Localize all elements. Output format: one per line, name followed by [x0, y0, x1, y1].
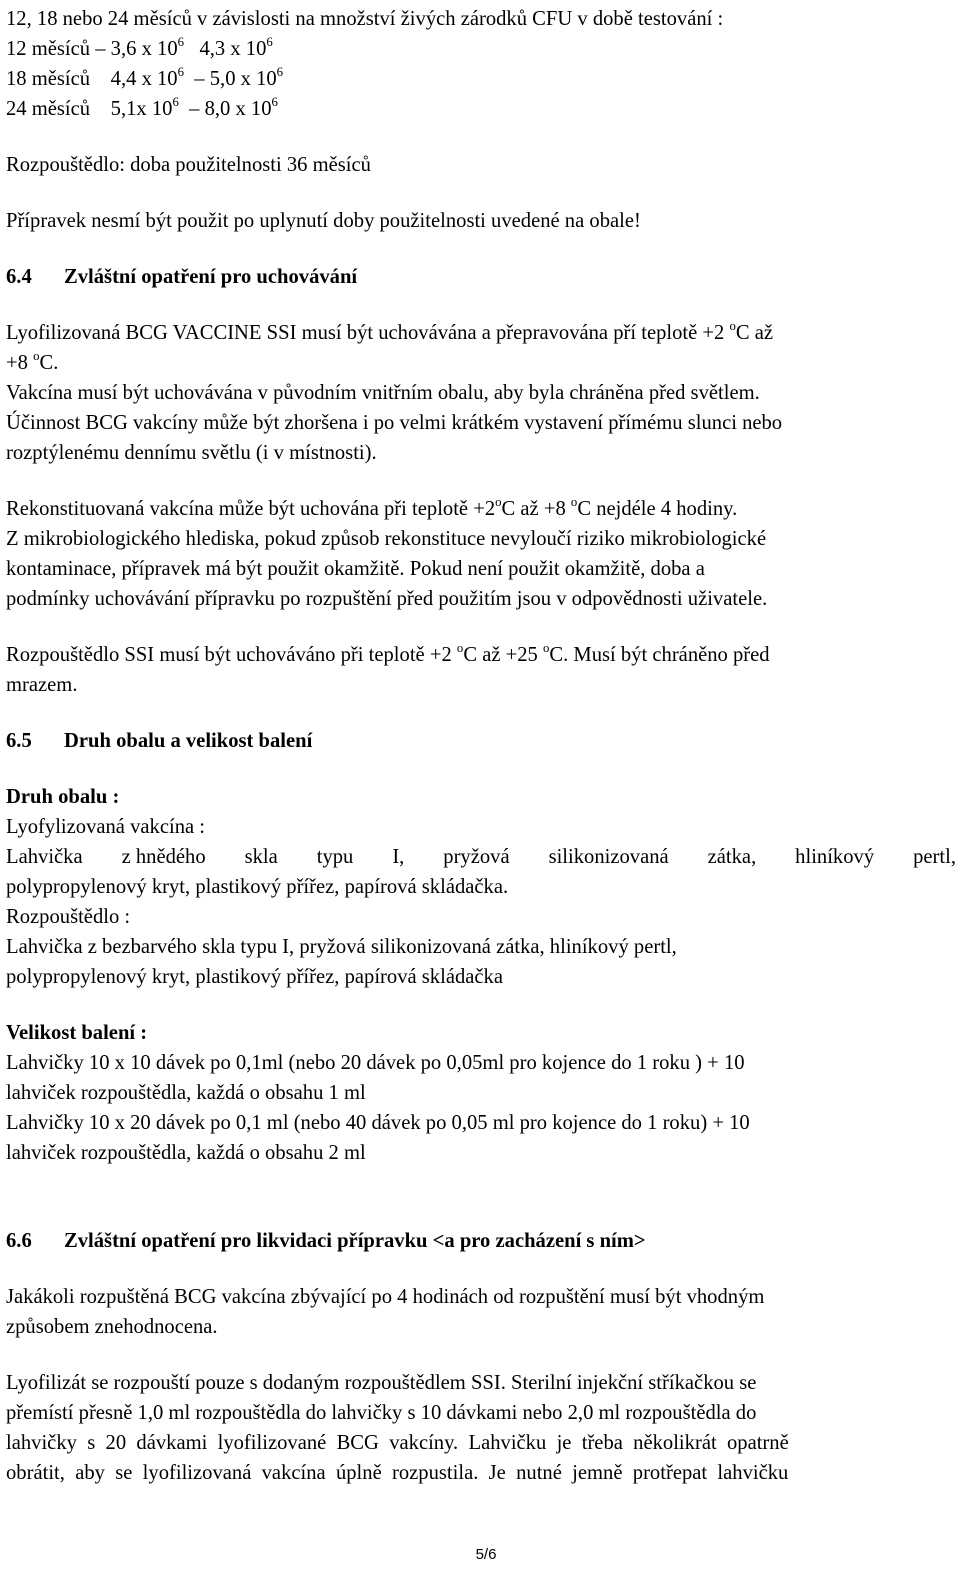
- sunlight-warning-line-2: rozptýlenému dennímu světlu (i v místnosti).: [6, 442, 377, 464]
- expiry-warning: Přípravek nesmí být použit po uplynutí doby použitelnosti uvedené na obale!: [6, 210, 641, 232]
- reconstitution-line-3: lahvičky s 20 dávkami lyofilizované BCG vakcíny. Lahvičku je třeba několikrát opatrně: [6, 1432, 789, 1454]
- section-6-6-heading: [6, 1226, 956, 1256]
- pack-2-line-2: lahviček rozpouštědla, každá o obsahu 2 ml: [6, 1142, 366, 1164]
- section-number: 6.5: [6, 730, 32, 752]
- reconstitution-line-4: obrátit, aby se lyofilizovaná vakcína úplně rozpustila. Je nutné jemně protřepat lahvičku: [6, 1462, 789, 1484]
- lyophilised-container-line-1: [6, 842, 956, 872]
- solvent-shelf-life: Rozpouštědlo: doba použitelnosti 36 měsíců: [6, 154, 371, 176]
- shelf-life-row-18: 18 měsíců 4,4 x $10^6 - 5,0$ x $10^6$: [6, 64, 284, 90]
- storage-temp-line-1: Lyofilizovaná BCG VACCINE SSI musí být uchovávána a přepravována pří teplotě +2 $^o$C až: [6, 318, 774, 344]
- section-title: Zvláštní opatření pro likvidaci přípravku <a pro zacházení s ním>: [64, 1230, 646, 1252]
- pack-1-line-2: lahviček rozpouštědla, každá o obsahu 1 ml: [6, 1082, 366, 1104]
- justified-word: silikonizovaná: [548, 846, 669, 868]
- disposal-line-2: způsobem znehodnocena.: [6, 1316, 218, 1338]
- section-6-4-heading: [6, 262, 956, 292]
- justified-word: typu: [316, 846, 354, 868]
- lyophilised-label: Lyofylizovaná vakcína :: [6, 816, 205, 838]
- justified-word: I,: [392, 846, 405, 868]
- microbiology-line-2: kontaminace, přípravek má být použit okamžitě. Pokud není použit okamžitě, doba a: [6, 558, 705, 580]
- section-6-5-heading: [6, 726, 956, 756]
- microbiology-line-3: podmínky uchovávání přípravku po rozpuštění před použitím jsou v odpovědnosti uživatele.: [6, 588, 768, 610]
- justified-word: zátka,: [707, 846, 757, 868]
- document-page: [6, 4, 956, 1488]
- solvent-storage-line-2: mrazem.: [6, 674, 78, 696]
- justified-word: pryžová: [443, 846, 510, 868]
- section-number: 6.4: [6, 266, 32, 288]
- container-heading: Druh obalu :: [6, 786, 120, 808]
- shelf-life-intro: 12, 18 nebo 24 měsíců v závislosti na množství živých zárodků CFU v době testování :: [6, 8, 724, 30]
- shelf-life-row-12: 12 měsíců – 3,6 x $10^6$ 4,3 x $10^6$: [6, 34, 273, 60]
- page-number: 5/6: [475, 1546, 497, 1563]
- solvent-storage-line-1: Rozpouštědlo SSI musí být uchováváno při teplotě +2 $^o$C až +25 $^o$C. Musí být chráněno před: [6, 640, 770, 666]
- justified-word: hliníkový: [795, 846, 875, 868]
- microbiology-line-1: Z mikrobiologického hlediska, pokud způsob rekonstituce nevyloučí riziko mikrobiologické: [6, 528, 767, 550]
- shelf-life-row-24: 24 měsíců 5,1x $10^6 - 8,0$ x $10^6$: [6, 94, 278, 120]
- pack-1-line-1: Lahvičky 10 x 10 dávek po 0,1ml (nebo 20 dávek po 0,05ml pro kojence do 1 roku ) + 10: [6, 1052, 745, 1074]
- justified-word: Lahvička: [6, 846, 83, 868]
- lyophilised-container-line-2: polypropylenový kryt, plastikový přířez, papírová skládačka.: [6, 876, 509, 898]
- section-title: Zvláštní opatření pro uchovávání: [64, 266, 358, 288]
- reconstitution-line-1: Lyofilizát se rozpouští pouze s dodaným rozpouštědlem SSI. Sterilní injekční stříkačkou se: [6, 1372, 757, 1394]
- section-title: Druh obalu a velikost balení: [64, 730, 313, 752]
- reconstitution-line-2: přemístí přesně 1,0 ml rozpouštědla do lahvičky s 10 dávkami nebo 2,0 ml rozpouštědla do: [6, 1402, 757, 1424]
- pack-size-heading: Velikost balení :: [6, 1022, 148, 1044]
- solvent-container-line-1: Lahvička z bezbarvého skla typu I, pryžová silikonizovaná zátka, hliníkový pertl,: [6, 936, 677, 958]
- pack-2-line-1: Lahvičky 10 x 20 dávek po 0,1 ml (nebo 40 dávek po 0,05 ml pro kojence do 1 roku) + 10: [6, 1112, 750, 1134]
- solvent-label: Rozpouštědlo :: [6, 906, 131, 928]
- solvent-container-line-2: polypropylenový kryt, plastikový přířez, papírová skládačka: [6, 966, 503, 988]
- justified-word: skla: [244, 846, 278, 868]
- justified-word: pertl,: [913, 846, 956, 868]
- storage-temp-line-2: +8 $^o$C.: [6, 348, 59, 374]
- light-protection: Vakcína musí být uchovávána v původním vnitřním obalu, aby byla chráněna před světlem.: [6, 382, 760, 404]
- reconstituted-storage: Rekonstituovaná vakcína může být uchována při teplotě $+2^oC$ až +8 $^o$C nejdéle 4 hodiny.: [6, 494, 738, 520]
- section-number: 6.6: [6, 1230, 32, 1252]
- sunlight-warning-line-1: Účinnost BCG vakcíny může být zhoršena i po velmi krátkém vystavení přímému slunci nebo: [6, 412, 783, 434]
- disposal-line-1: Jakákoli rozpuštěná BCG vakcína zbývající po 4 hodinách od rozpuštění musí být vhodným: [6, 1286, 765, 1308]
- justified-word: z hnědého: [121, 846, 206, 868]
